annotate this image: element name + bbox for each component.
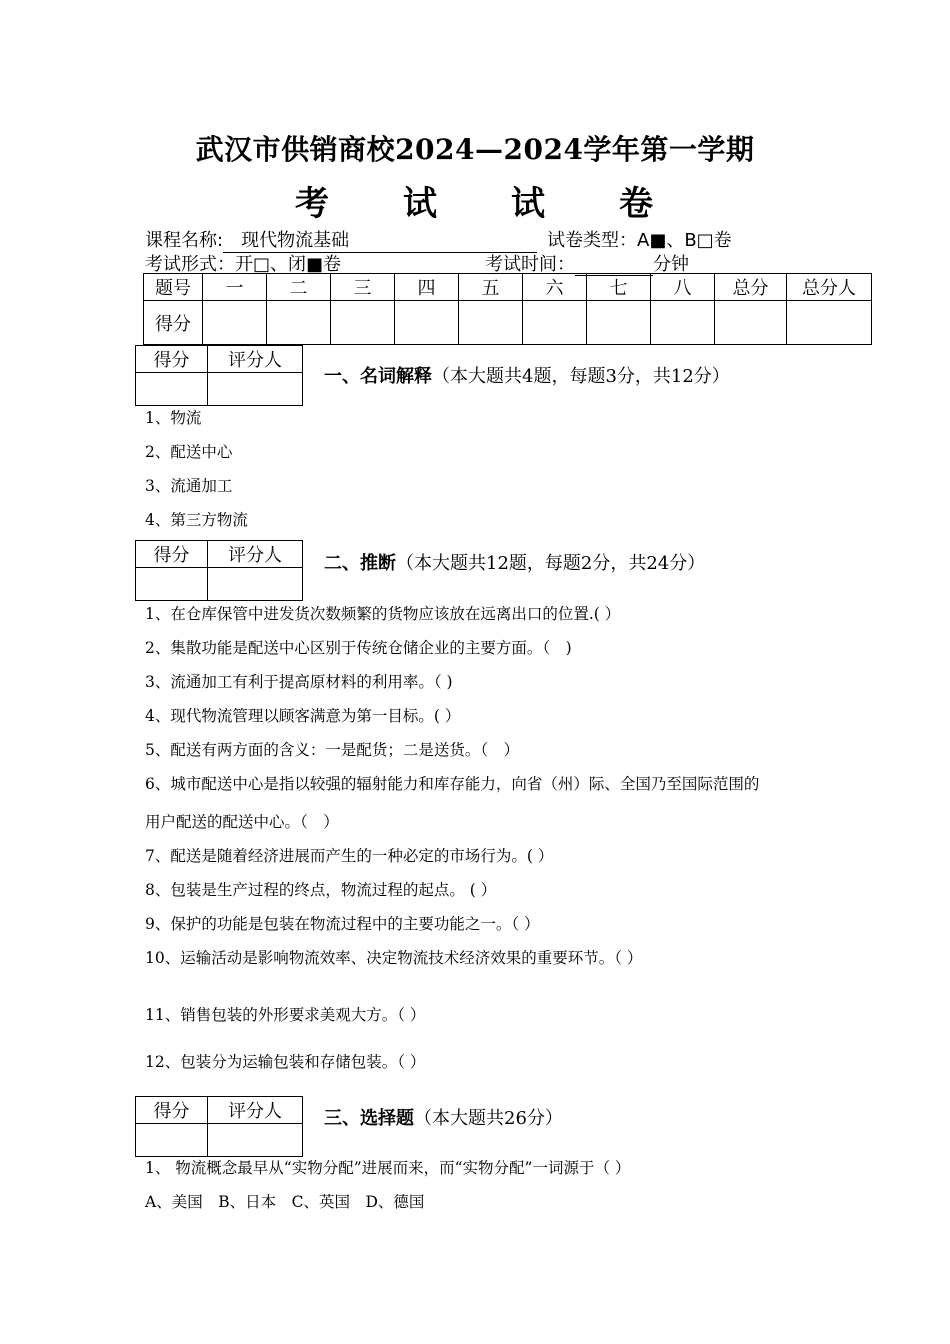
score-header-cell: 总分人 [787,274,872,301]
question: 4、现代物流管理以顾客满意为第一目标。( ） [145,707,461,725]
question: 8、包装是生产过程的终点，物流过程的起点。 ( ） [145,881,497,899]
section-score-box [135,345,303,406]
score-header-cell: 五 [459,274,523,301]
grader-label: 评分人 [208,541,303,568]
question: 5、配送有两方面的含义：一是配货；二是送货。（ ） [145,741,520,759]
question-continuation: 用户配送的配送中心。（ ） [145,813,339,831]
answer-options: A、美国 B、日本 C、英国 D、德国 [145,1193,425,1211]
score-label: 得分 [136,541,208,568]
grader-blank [208,568,303,601]
question: 1、 物流概念最早从“实物分配”进展而来，而“实物分配”一词源于（ ） [145,1159,631,1177]
question: 2、配送中心 [145,443,233,461]
section-score-box [135,1096,303,1157]
question: 1、在仓库保管中进发货次数频繁的货物应该放在远离出口的位置.( ） [145,605,621,623]
grader-label: 评分人 [208,1097,303,1124]
section-note: （本大题共4题，每题3分，共12分） [432,366,730,387]
score-cell [787,301,872,345]
grader-blank [208,373,303,406]
exam-school-title: 武汉市供销商校2024—2024学年第一学期 [195,133,755,166]
grader-blank [208,1124,303,1157]
question: 1、物流 [145,409,202,427]
score-label: 得分 [136,346,208,373]
score-table [143,273,872,345]
question: 6、城市配送中心是指以较强的辐射能力和库存能力，向省（州）际、全国乃至国际范围的 [145,775,760,793]
exam-time-label: 考试时间： [485,254,575,275]
question: 10、运输活动是影响物流效率、决定物流技术经济效果的重要环节。（ ） [145,949,643,967]
title-char: 卷 [619,184,655,224]
score-cell [459,301,523,345]
section-note: （本大题共12题，每题2分，共24分） [396,553,706,574]
score-cell [331,301,395,345]
score-header-cell: 题号 [144,274,203,301]
question: 3、流通加工有利于提高原材料的利用率。（ ) [145,673,453,691]
score-label: 得分 [136,1097,208,1124]
exam-time-unit: 分钟 [653,254,689,275]
section-title: 三、选择题 [324,1108,414,1129]
section-heading [324,362,730,388]
score-header-cell: 三 [331,274,395,301]
section-score-box [135,540,303,601]
paper-type: 试卷类型：A■、B□卷 [547,230,732,251]
section-note: （本大题共26分） [414,1108,563,1129]
question: 9、保护的功能是包装在物流过程中的主要功能之一。（ ） [145,915,540,933]
score-blank [136,1124,208,1157]
score-header-cell: 七 [587,274,651,301]
score-cell [203,301,267,345]
score-header-cell: 八 [651,274,715,301]
score-header-cell: 总分 [715,274,787,301]
score-header-cell: 二 [267,274,331,301]
question: 3、流通加工 [145,477,233,495]
question: 2、集散功能是配送中心区别于传统仓储企业的主要方面。（ ) [145,639,572,657]
score-cell [587,301,651,345]
score-blank [136,568,208,601]
score-row-label: 得分 [144,301,203,345]
grader-label: 评分人 [208,346,303,373]
title-char: 试 [403,184,439,224]
score-cell [395,301,459,345]
course-name-value: 现代物流基础 [223,226,537,253]
score-blank [136,373,208,406]
score-header-cell: 四 [395,274,459,301]
score-header-cell: 一 [203,274,267,301]
title-char: 考 [295,184,331,224]
score-header-cell: 六 [523,274,587,301]
exam-paper-title [0,176,950,225]
course-name-label: 课程名称: [145,230,224,251]
question: 12、包装分为运输包装和存储包装。（ ） [145,1053,426,1071]
section-heading [324,549,705,575]
score-cell [267,301,331,345]
question: 7、配送是随着经济进展而产生的一种必定的市场行为。( ） [145,847,554,865]
question: 4、第三方物流 [145,511,248,529]
section-title: 二、推断 [324,553,396,574]
score-cell [523,301,587,345]
score-cell [651,301,715,345]
section-heading [324,1104,563,1130]
course-name-line [145,226,537,253]
question: 11、销售包装的外形要求美观大方。（ ） [145,1006,426,1024]
title-char: 试 [511,184,547,224]
section-title: 一、名词解释 [324,366,432,387]
exam-form: 考试形式：开□、闭■卷 [145,254,342,275]
score-cell [715,301,787,345]
